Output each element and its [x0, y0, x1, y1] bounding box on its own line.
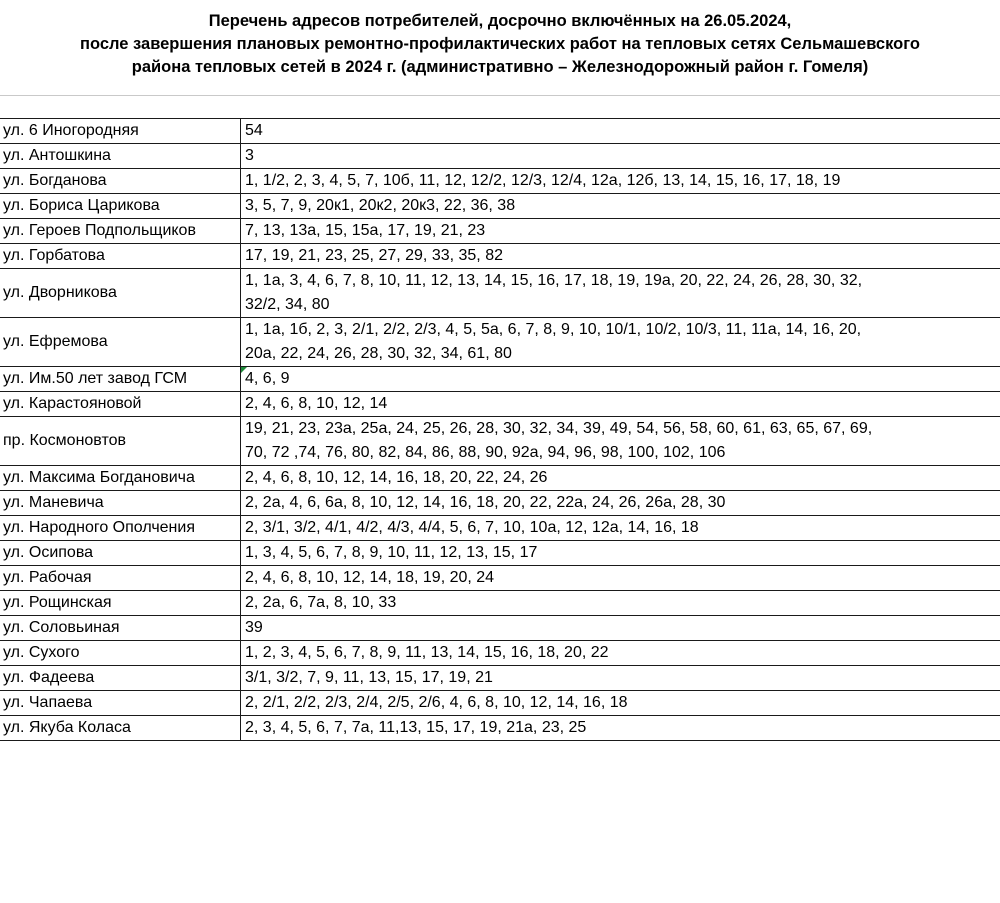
house-numbers-cell[interactable]	[241, 269, 1000, 318]
street-cell[interactable]: ул. 6 Иногородняя	[0, 119, 241, 144]
table-row	[0, 666, 1000, 691]
address-table	[0, 118, 1000, 741]
house-numbers-line: 3	[245, 147, 254, 164]
house-numbers-line: 39	[245, 619, 263, 636]
title-line-1: Перечень адресов потребителей, досрочно включённых на 26.05.2024,	[208, 12, 792, 30]
street-cell[interactable]: ул. Им.50 лет завод ГСМ	[0, 367, 241, 392]
house-numbers-line: 17, 19, 21, 23, 25, 27, 29, 33, 35, 82	[245, 247, 503, 264]
house-numbers-cell[interactable]	[241, 491, 1000, 516]
house-numbers-line: 7, 13, 13а, 15, 15а, 17, 19, 21, 23	[245, 222, 486, 239]
street-cell[interactable]: ул. Бориса Царикова	[0, 194, 241, 219]
street-cell[interactable]: ул. Антошкина	[0, 144, 241, 169]
street-cell[interactable]: ул. Соловьиная	[0, 616, 241, 641]
house-numbers-cell[interactable]	[241, 716, 1000, 741]
house-numbers-line: 2, 4, 6, 8, 10, 12, 14	[245, 395, 388, 412]
house-numbers-cell[interactable]	[241, 541, 1000, 566]
table-row	[0, 491, 1000, 516]
house-numbers-line: 2, 3/1, 3/2, 4/1, 4/2, 4/3, 4/4, 5, 6, 7, 10, 10а, 12, 12а, 14, 16, 18	[245, 519, 699, 536]
table-row	[0, 367, 1000, 392]
house-numbers-cell[interactable]	[241, 516, 1000, 541]
title-line-3: района тепловых сетей в 2024 г. (административно – Железнодорожный район г. Гомеля)	[131, 58, 869, 76]
street-cell[interactable]: ул. Богданова	[0, 169, 241, 194]
table-row	[0, 269, 1000, 318]
street-cell[interactable]: ул. Рабочая	[0, 566, 241, 591]
table-row	[0, 641, 1000, 666]
house-numbers-line: 2, 2/1, 2/2, 2/3, 2/4, 2/5, 2/6, 4, 6, 8, 10, 12, 14, 16, 18	[245, 694, 628, 711]
street-cell[interactable]: пр. Космоновтов	[0, 417, 241, 466]
house-numbers-line: 1, 1а, 3, 4, 6, 7, 8, 10, 11, 12, 13, 14, 15, 16, 17, 18, 19, 19а, 20, 22, 24, 26, 28, 30, 32,	[245, 272, 863, 289]
house-numbers-cell[interactable]	[241, 641, 1000, 666]
house-numbers-cell[interactable]	[241, 367, 1000, 392]
house-numbers-line: 20а, 22, 24, 26, 28, 30, 32, 34, 61, 80	[245, 345, 512, 362]
house-numbers-line: 2, 4, 6, 8, 10, 12, 14, 18, 19, 20, 24	[245, 569, 495, 586]
house-numbers-line: 2, 3, 4, 5, 6, 7, 7а, 11,13, 15, 17, 19, 21а, 23, 25	[245, 719, 587, 736]
street-cell[interactable]: ул. Якуба Коласа	[0, 716, 241, 741]
table-row	[0, 318, 1000, 367]
table-row	[0, 691, 1000, 716]
street-cell[interactable]: ул. Фадеева	[0, 666, 241, 691]
table-row	[0, 541, 1000, 566]
house-numbers-cell[interactable]	[241, 318, 1000, 367]
street-cell[interactable]: ул. Ефремова	[0, 318, 241, 367]
street-cell[interactable]: ул. Чапаева	[0, 691, 241, 716]
table-row	[0, 516, 1000, 541]
table-row	[0, 566, 1000, 591]
street-cell[interactable]: ул. Рощинская	[0, 591, 241, 616]
table-row	[0, 219, 1000, 244]
house-numbers-line: 32/2, 34, 80	[245, 296, 330, 313]
house-numbers-cell[interactable]	[241, 144, 1000, 169]
house-numbers-line: 54	[245, 122, 263, 139]
table-row	[0, 591, 1000, 616]
house-numbers-line: 2, 2а, 4, 6, 6а, 8, 10, 12, 14, 16, 18, 20, 22, 22а, 24, 26, 26а, 28, 30	[245, 494, 726, 511]
street-cell[interactable]: ул. Маневича	[0, 491, 241, 516]
house-numbers-cell[interactable]	[241, 466, 1000, 491]
title-line-2: после завершения плановых ремонтно-профилактических работ на тепловых сетях Сельмашевского	[80, 35, 920, 53]
street-cell[interactable]: ул. Дворникова	[0, 269, 241, 318]
table-row	[0, 716, 1000, 741]
house-numbers-line: 4, 6, 9	[245, 370, 290, 387]
house-numbers-line: 1, 1а, 1б, 2, 3, 2/1, 2/2, 2/3, 4, 5, 5а, 6, 7, 8, 9, 10, 10/1, 10/2, 10/3, 11, 11а, 14, 16, 20,	[245, 321, 862, 338]
house-numbers-line: 1, 2, 3, 4, 5, 6, 7, 8, 9, 11, 13, 14, 15, 16, 18, 20, 22	[245, 644, 609, 661]
address-table-body	[0, 119, 1000, 741]
house-numbers-cell[interactable]	[241, 194, 1000, 219]
street-cell[interactable]: ул. Горбатова	[0, 244, 241, 269]
house-numbers-line: 2, 4, 6, 8, 10, 12, 14, 16, 18, 20, 22, 24, 26	[245, 469, 548, 486]
table-row	[0, 392, 1000, 417]
house-numbers-cell[interactable]	[241, 666, 1000, 691]
house-numbers-line: 2, 2а, 6, 7а, 8, 10, 33	[245, 594, 397, 611]
house-numbers-line: 19, 21, 23, 23а, 25а, 24, 25, 26, 28, 30, 32, 34, 39, 49, 54, 56, 58, 60, 61, 63, 65, 67, 69,	[245, 420, 873, 437]
house-numbers-cell[interactable]	[241, 591, 1000, 616]
table-row	[0, 119, 1000, 144]
street-cell[interactable]: ул. Народного Ополчения	[0, 516, 241, 541]
house-numbers-line: 70, 72 ,74, 76, 80, 82, 84, 86, 88, 90, 92а, 94, 96, 98, 100, 102, 106	[245, 444, 726, 461]
house-numbers-cell[interactable]	[241, 566, 1000, 591]
house-numbers-cell[interactable]	[241, 219, 1000, 244]
house-numbers-line: 3, 5, 7, 9, 20к1, 20к2, 20к3, 22, 36, 38	[245, 197, 516, 214]
street-cell[interactable]: ул. Осипова	[0, 541, 241, 566]
table-row	[0, 194, 1000, 219]
house-numbers-line: 1, 1/2, 2, 3, 4, 5, 7, 10б, 11, 12, 12/2, 12/3, 12/4, 12а, 12б, 13, 14, 15, 16, 17, 18, 19	[245, 172, 841, 189]
table-row	[0, 616, 1000, 641]
table-row	[0, 417, 1000, 466]
house-numbers-cell[interactable]	[241, 169, 1000, 194]
header-divider	[0, 95, 1000, 96]
street-cell[interactable]: ул. Карастояновой	[0, 392, 241, 417]
street-cell[interactable]: ул. Героев Подпольщиков	[0, 219, 241, 244]
street-cell[interactable]: ул. Максима Богдановича	[0, 466, 241, 491]
street-cell[interactable]: ул. Сухого	[0, 641, 241, 666]
house-numbers-cell[interactable]	[241, 244, 1000, 269]
table-row	[0, 466, 1000, 491]
table-row	[0, 244, 1000, 269]
table-row	[0, 144, 1000, 169]
house-numbers-line: 3/1, 3/2, 7, 9, 11, 13, 15, 17, 19, 21	[245, 669, 493, 686]
house-numbers-cell[interactable]	[241, 616, 1000, 641]
house-numbers-cell[interactable]	[241, 417, 1000, 466]
house-numbers-cell[interactable]	[241, 691, 1000, 716]
document-title	[0, 10, 1000, 79]
table-row	[0, 169, 1000, 194]
house-numbers-cell[interactable]	[241, 392, 1000, 417]
house-numbers-cell[interactable]	[241, 119, 1000, 144]
house-numbers-line: 1, 3, 4, 5, 6, 7, 8, 9, 10, 11, 12, 13, 15, 17	[245, 544, 538, 561]
